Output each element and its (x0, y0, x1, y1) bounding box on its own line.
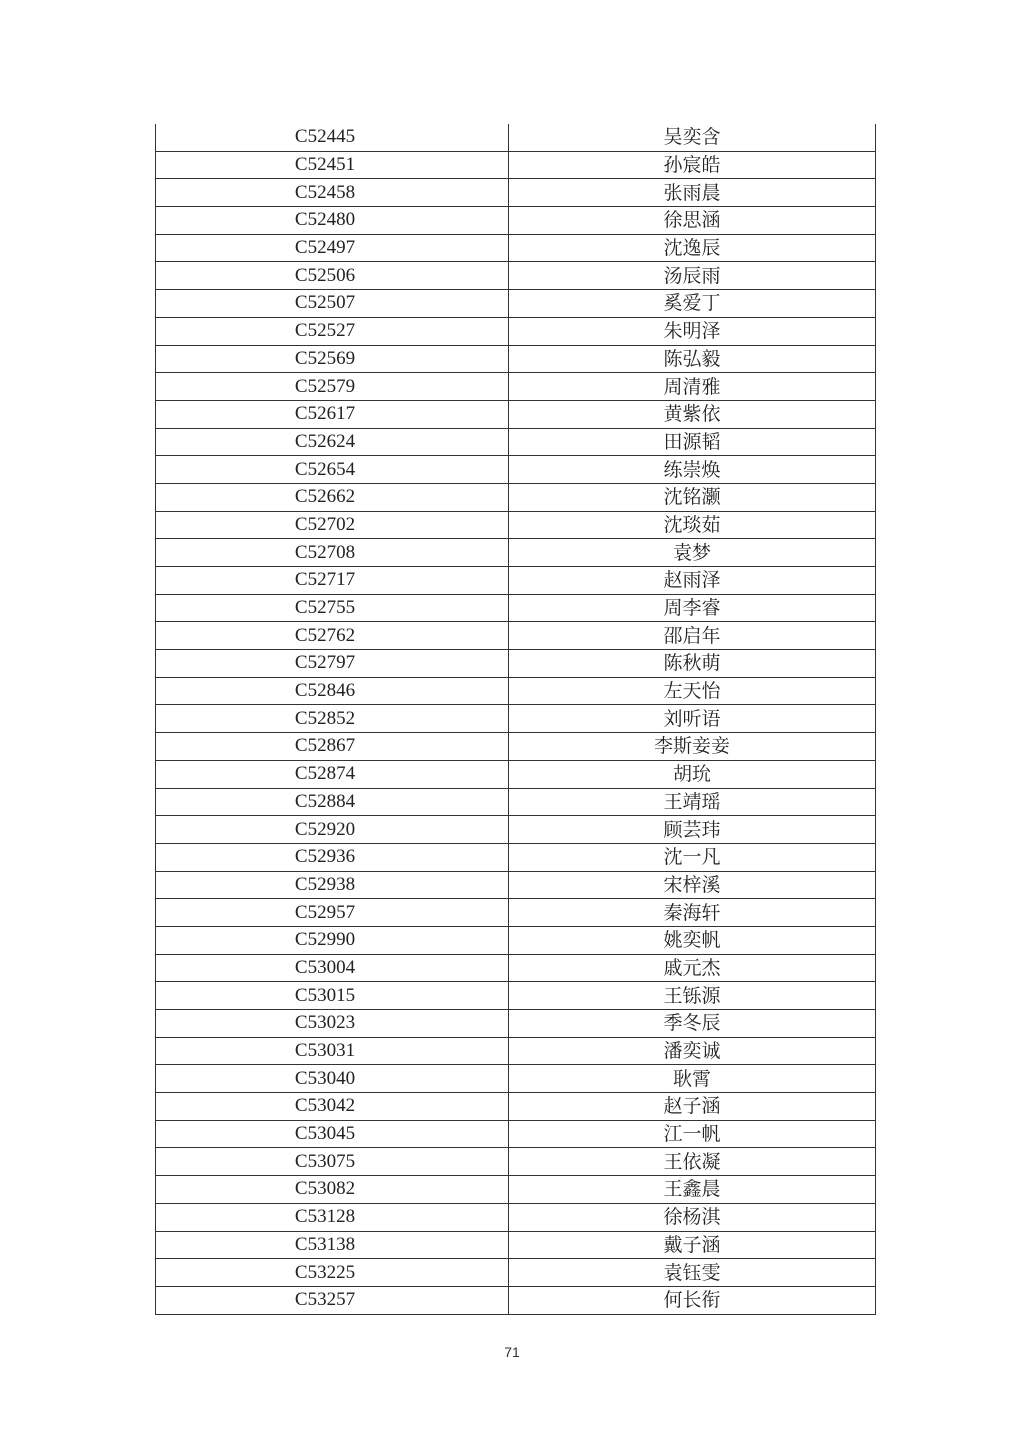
student-name-cell: 徐杨淇 (509, 1203, 876, 1231)
student-id-cell: C52797 (156, 650, 509, 678)
student-id-cell: C52990 (156, 926, 509, 954)
table-row (156, 843, 876, 871)
table-row (156, 954, 876, 982)
student-name-cell: 姚奕帆 (509, 926, 876, 954)
student-name-cell: 戚元杰 (509, 954, 876, 982)
student-name-cell: 奚爱丁 (509, 290, 876, 318)
table-row (156, 760, 876, 788)
student-name-cell: 陈弘毅 (509, 345, 876, 373)
student-id-cell: C52846 (156, 677, 509, 705)
student-id-cell: C53023 (156, 1010, 509, 1038)
student-name-cell: 邵启年 (509, 622, 876, 650)
table-row (156, 207, 876, 235)
student-id-cell: C52920 (156, 816, 509, 844)
student-name-cell: 沈逸辰 (509, 234, 876, 262)
table-row (156, 1065, 876, 1093)
student-name-cell: 秦海轩 (509, 899, 876, 927)
table-row (156, 650, 876, 678)
table-row (156, 400, 876, 428)
student-name-cell: 周李睿 (509, 594, 876, 622)
table-row (156, 1010, 876, 1038)
student-name-cell: 江一帆 (509, 1120, 876, 1148)
student-name-cell: 何长衔 (509, 1286, 876, 1314)
student-id-cell: C52755 (156, 594, 509, 622)
table-row (156, 1259, 876, 1287)
student-name-cell: 吴奕含 (509, 124, 876, 151)
student-name-cell: 赵雨泽 (509, 567, 876, 595)
student-id-cell: C53138 (156, 1231, 509, 1259)
table-row (156, 1176, 876, 1204)
student-id-cell: C52702 (156, 511, 509, 539)
table-row (156, 1148, 876, 1176)
student-name-cell: 王依凝 (509, 1148, 876, 1176)
student-id-cell: C53004 (156, 954, 509, 982)
student-id-cell: C52507 (156, 290, 509, 318)
student-name-cell: 王靖瑶 (509, 788, 876, 816)
student-name-cell: 朱明泽 (509, 317, 876, 345)
student-name-cell: 李斯妾妾 (509, 733, 876, 761)
table-row (156, 1286, 876, 1314)
student-id-cell: C52506 (156, 262, 509, 290)
table-row (156, 926, 876, 954)
student-name-cell: 沈琰茹 (509, 511, 876, 539)
student-id-cell: C52579 (156, 373, 509, 401)
table-row (156, 317, 876, 345)
student-id-cell: C52617 (156, 400, 509, 428)
student-name-cell: 孙宸皓 (509, 151, 876, 179)
student-name-cell: 左天怡 (509, 677, 876, 705)
table-row (156, 539, 876, 567)
student-id-cell: C53128 (156, 1203, 509, 1231)
student-id-cell: C52451 (156, 151, 509, 179)
roster-table (155, 124, 876, 1315)
student-name-cell: 练崇焕 (509, 456, 876, 484)
table-row (156, 234, 876, 262)
student-name-cell: 张雨晨 (509, 179, 876, 207)
student-id-cell: C52884 (156, 788, 509, 816)
student-name-cell: 宋梓溪 (509, 871, 876, 899)
student-id-cell: C52874 (156, 760, 509, 788)
table-row (156, 567, 876, 595)
table-row (156, 1120, 876, 1148)
student-id-cell: C52624 (156, 428, 509, 456)
table-row (156, 428, 876, 456)
table-row (156, 456, 876, 484)
table-row (156, 733, 876, 761)
table-row (156, 483, 876, 511)
student-name-cell: 顾芸玮 (509, 816, 876, 844)
student-id-cell: C53015 (156, 982, 509, 1010)
student-name-cell: 袁钰雯 (509, 1259, 876, 1287)
student-name-cell: 周清雅 (509, 373, 876, 401)
student-name-cell: 胡玧 (509, 760, 876, 788)
student-name-cell: 沈铭灏 (509, 483, 876, 511)
student-id-cell: C53040 (156, 1065, 509, 1093)
table-row (156, 899, 876, 927)
student-id-cell: C53042 (156, 1093, 509, 1121)
student-id-cell: C53257 (156, 1286, 509, 1314)
table-row (156, 1093, 876, 1121)
table-row (156, 151, 876, 179)
student-name-cell: 田源韬 (509, 428, 876, 456)
student-name-cell: 汤辰雨 (509, 262, 876, 290)
student-id-cell: C52458 (156, 179, 509, 207)
table-row (156, 373, 876, 401)
table-row (156, 622, 876, 650)
student-name-cell: 王鑫晨 (509, 1176, 876, 1204)
table-row (156, 179, 876, 207)
table-row (156, 1231, 876, 1259)
student-id-cell: C52938 (156, 871, 509, 899)
student-id-cell: C52654 (156, 456, 509, 484)
student-id-cell: C53225 (156, 1259, 509, 1287)
student-id-cell: C52569 (156, 345, 509, 373)
student-name-cell: 陈秋萌 (509, 650, 876, 678)
table-row (156, 124, 876, 151)
roster-table-body (156, 124, 876, 1314)
student-name-cell: 季冬辰 (509, 1010, 876, 1038)
table-row (156, 594, 876, 622)
student-name-cell: 潘奕诚 (509, 1037, 876, 1065)
student-id-cell: C52957 (156, 899, 509, 927)
table-row (156, 262, 876, 290)
student-id-cell: C52852 (156, 705, 509, 733)
table-row (156, 982, 876, 1010)
student-id-cell: C53082 (156, 1176, 509, 1204)
student-name-cell: 刘听语 (509, 705, 876, 733)
student-name-cell: 黄紫依 (509, 400, 876, 428)
student-id-cell: C52527 (156, 317, 509, 345)
student-id-cell: C52480 (156, 207, 509, 235)
table-row (156, 1203, 876, 1231)
table-row (156, 705, 876, 733)
student-id-cell: C53075 (156, 1148, 509, 1176)
student-id-cell: C53031 (156, 1037, 509, 1065)
student-name-cell: 赵子涵 (509, 1093, 876, 1121)
student-id-cell: C52708 (156, 539, 509, 567)
student-id-cell: C52867 (156, 733, 509, 761)
table-row (156, 511, 876, 539)
table-row (156, 816, 876, 844)
table-row (156, 788, 876, 816)
student-id-cell: C53045 (156, 1120, 509, 1148)
table-row (156, 871, 876, 899)
student-id-cell: C52936 (156, 843, 509, 871)
student-id-cell: C52717 (156, 567, 509, 595)
student-id-cell: C52497 (156, 234, 509, 262)
student-name-cell: 沈一凡 (509, 843, 876, 871)
table-row (156, 1037, 876, 1065)
student-id-cell: C52445 (156, 124, 509, 151)
table-row (156, 290, 876, 318)
student-id-cell: C52762 (156, 622, 509, 650)
student-name-cell: 戴子涵 (509, 1231, 876, 1259)
page-number: 71 (504, 1344, 520, 1360)
student-name-cell: 王铄源 (509, 982, 876, 1010)
student-name-cell: 袁梦 (509, 539, 876, 567)
student-name-cell: 徐思涵 (509, 207, 876, 235)
student-id-cell: C52662 (156, 483, 509, 511)
table-row (156, 677, 876, 705)
student-name-cell: 耿霄 (509, 1065, 876, 1093)
table-row (156, 345, 876, 373)
